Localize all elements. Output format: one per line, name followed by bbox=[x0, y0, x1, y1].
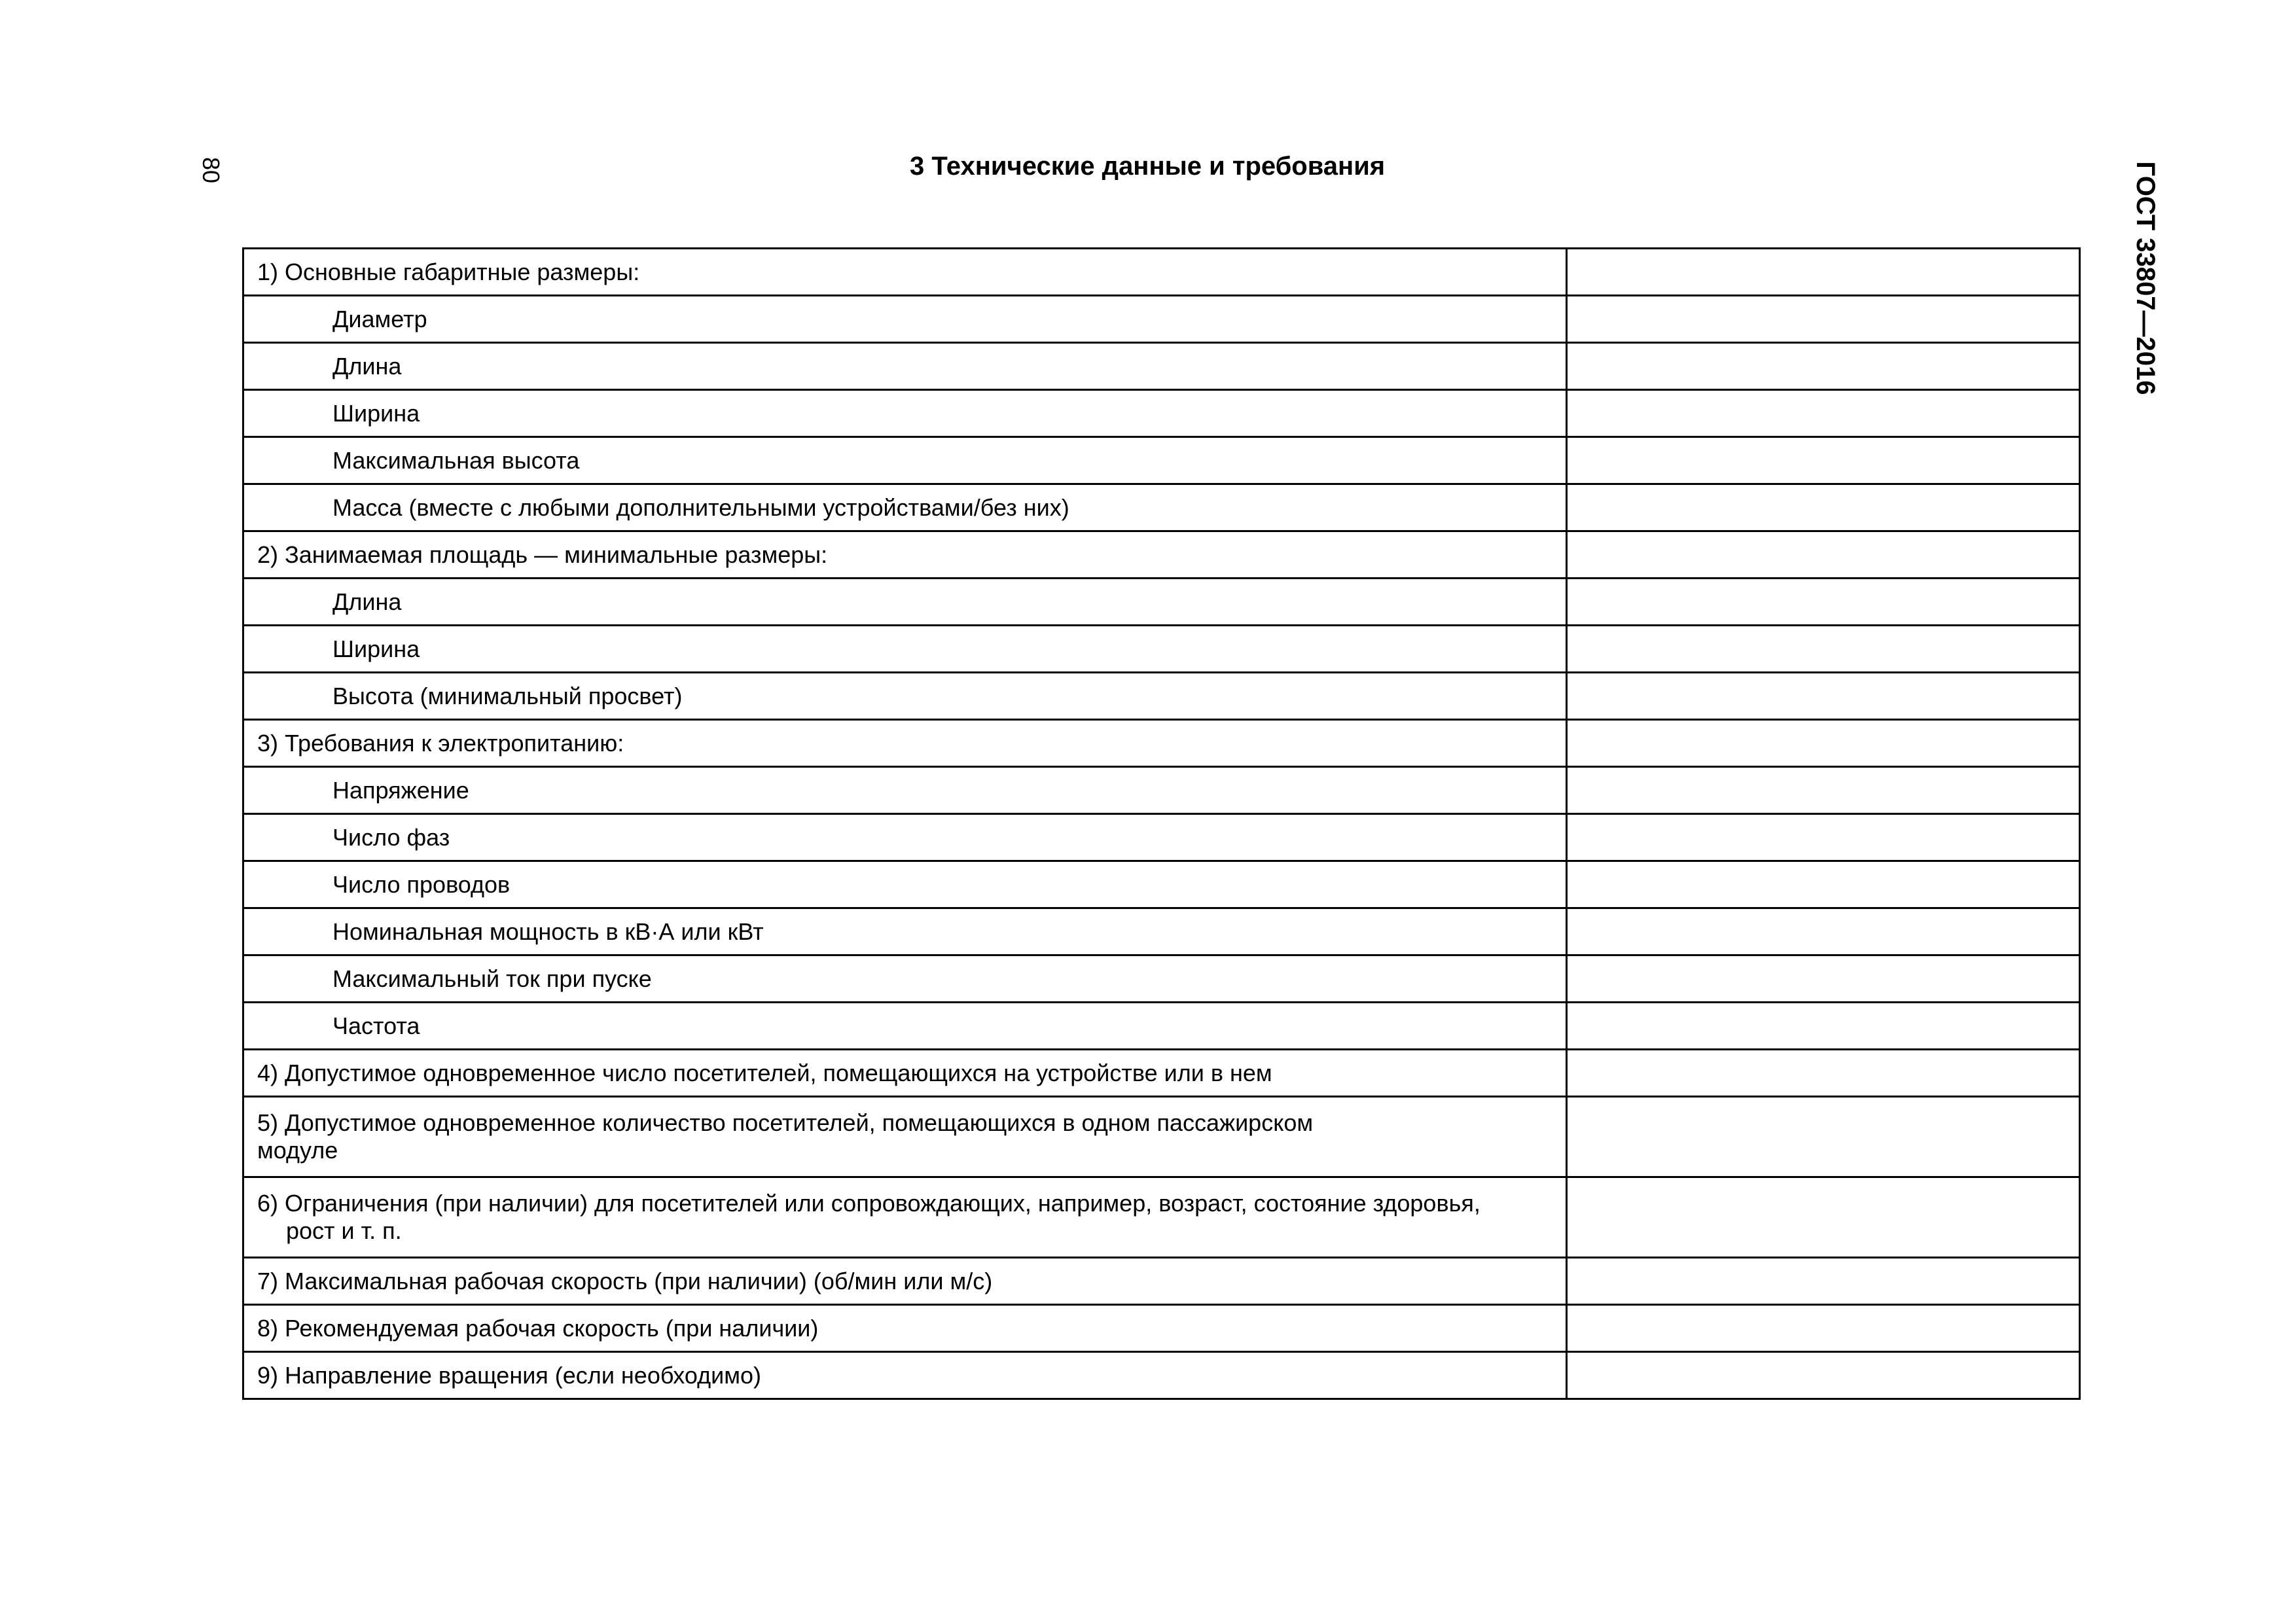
section-title: 3 Технические данные и требования bbox=[910, 152, 1386, 181]
row-value-cell[interactable] bbox=[1567, 1003, 2080, 1050]
row-label bbox=[243, 484, 1567, 531]
row-label bbox=[243, 955, 1567, 1003]
row-label bbox=[243, 579, 1567, 626]
row-value-cell[interactable] bbox=[1567, 531, 2080, 579]
row-value-cell[interactable] bbox=[1567, 673, 2080, 720]
row-label bbox=[243, 1258, 1567, 1305]
row-label-text-line1: 5) Допустимое одновременное количество посетителей, помещающихся в одном пассажирском bbox=[257, 1109, 1314, 1136]
table-row bbox=[243, 1050, 2080, 1097]
table-row bbox=[243, 1003, 2080, 1050]
row-value-cell[interactable] bbox=[1567, 343, 2080, 390]
table-row bbox=[243, 673, 2080, 720]
row-value-cell[interactable] bbox=[1567, 1258, 2080, 1305]
table-row bbox=[243, 626, 2080, 673]
table-row bbox=[243, 531, 2080, 579]
row-value-cell[interactable] bbox=[1567, 1097, 2080, 1177]
row-label-text: Максимальная высота bbox=[332, 446, 580, 474]
table-row bbox=[243, 1258, 2080, 1305]
table-row bbox=[243, 955, 2080, 1003]
row-label bbox=[243, 1097, 1567, 1177]
row-label bbox=[243, 531, 1567, 579]
row-label-text: Ширина bbox=[332, 399, 420, 427]
table-row bbox=[243, 720, 2080, 767]
row-label bbox=[243, 390, 1567, 437]
row-label-text: Высота (минимальный просвет) bbox=[332, 682, 683, 709]
row-label bbox=[243, 1305, 1567, 1352]
page-number: 80 bbox=[198, 156, 224, 184]
table-row bbox=[243, 767, 2080, 814]
row-value-cell[interactable] bbox=[1567, 1305, 2080, 1352]
row-value-cell[interactable] bbox=[1567, 437, 2080, 484]
row-value-cell[interactable] bbox=[1567, 955, 2080, 1003]
row-label-text: 3) Требования к электропитанию: bbox=[257, 729, 624, 757]
row-value-cell[interactable] bbox=[1567, 1352, 2080, 1399]
row-label-text: 1) Основные габаритные размеры: bbox=[257, 258, 640, 285]
row-label bbox=[243, 814, 1567, 861]
row-label-text: 8) Рекомендуемая рабочая скорость (при наличии) bbox=[257, 1314, 819, 1342]
table-row bbox=[243, 1305, 2080, 1352]
row-value-cell[interactable] bbox=[1567, 1177, 2080, 1258]
standard-designation: ГОСТ 33807—2016 bbox=[2131, 161, 2160, 395]
row-label bbox=[243, 1003, 1567, 1050]
table-row bbox=[243, 861, 2080, 908]
row-label-text-line1: 6) Ограничения (при наличии) для посетителей или сопровождающих, например, возраст, состояние здоровья, bbox=[257, 1190, 1480, 1217]
table-row bbox=[243, 1097, 2080, 1177]
row-label-text: Напряжение bbox=[332, 776, 469, 804]
row-label-text: 7) Максимальная рабочая скорость (при наличии) (об/мин или м/с) bbox=[257, 1267, 993, 1294]
row-label-text-line2: рост и т. п. bbox=[286, 1217, 402, 1244]
table-row bbox=[243, 579, 2080, 626]
row-label bbox=[243, 1177, 1567, 1258]
row-label bbox=[243, 296, 1567, 343]
row-label bbox=[243, 437, 1567, 484]
row-label-text: Ширина bbox=[332, 635, 420, 662]
row-value-cell[interactable] bbox=[1567, 1050, 2080, 1097]
row-label bbox=[243, 249, 1567, 296]
table-row bbox=[243, 437, 2080, 484]
table-row bbox=[243, 1177, 2080, 1258]
row-label-text-line2: модуле bbox=[257, 1137, 338, 1164]
row-value-cell[interactable] bbox=[1567, 296, 2080, 343]
row-label-text: Число фаз bbox=[332, 823, 450, 851]
row-label bbox=[243, 720, 1567, 767]
row-label-text: Диаметр bbox=[332, 305, 427, 332]
row-label bbox=[243, 673, 1567, 720]
row-label-text: Длина bbox=[332, 588, 402, 615]
technical-data-table bbox=[242, 247, 2081, 1400]
row-value-cell[interactable] bbox=[1567, 720, 2080, 767]
row-value-cell[interactable] bbox=[1567, 390, 2080, 437]
table-row bbox=[243, 484, 2080, 531]
row-label-text: Максимальный ток при пуске bbox=[332, 965, 652, 992]
row-label-text: 9) Направление вращения (если необходимо) bbox=[257, 1361, 761, 1389]
row-label-text: Длина bbox=[332, 352, 402, 380]
row-label-text: 4) Допустимое одновременное число посетителей, помещающихся на устройстве или в нем bbox=[257, 1059, 1272, 1086]
table-row bbox=[243, 1352, 2080, 1399]
table-row bbox=[243, 908, 2080, 955]
table-row bbox=[243, 296, 2080, 343]
table-row bbox=[243, 814, 2080, 861]
row-value-cell[interactable] bbox=[1567, 861, 2080, 908]
row-label-text: Масса (вместе с любыми дополнительными устройствами/без них) bbox=[332, 493, 1069, 521]
row-value-cell[interactable] bbox=[1567, 767, 2080, 814]
row-value-cell[interactable] bbox=[1567, 626, 2080, 673]
row-label-text: Число проводов bbox=[332, 870, 511, 898]
row-value-cell[interactable] bbox=[1567, 484, 2080, 531]
row-value-cell[interactable] bbox=[1567, 908, 2080, 955]
row-label bbox=[243, 767, 1567, 814]
row-value-cell[interactable] bbox=[1567, 814, 2080, 861]
row-value-cell[interactable] bbox=[1567, 579, 2080, 626]
table-row bbox=[243, 249, 2080, 296]
row-label bbox=[243, 908, 1567, 955]
row-label bbox=[243, 1050, 1567, 1097]
table-row bbox=[243, 390, 2080, 437]
row-label-text: Номинальная мощность в кВ·А или кВт bbox=[332, 918, 764, 945]
row-label bbox=[243, 343, 1567, 390]
row-label-text: 2) Занимаемая площадь — минимальные размеры: bbox=[257, 541, 828, 568]
row-label bbox=[243, 1352, 1567, 1399]
row-label bbox=[243, 626, 1567, 673]
row-label-text: Частота bbox=[332, 1012, 420, 1039]
row-label bbox=[243, 861, 1567, 908]
row-value-cell[interactable] bbox=[1567, 249, 2080, 296]
table-row bbox=[243, 343, 2080, 390]
